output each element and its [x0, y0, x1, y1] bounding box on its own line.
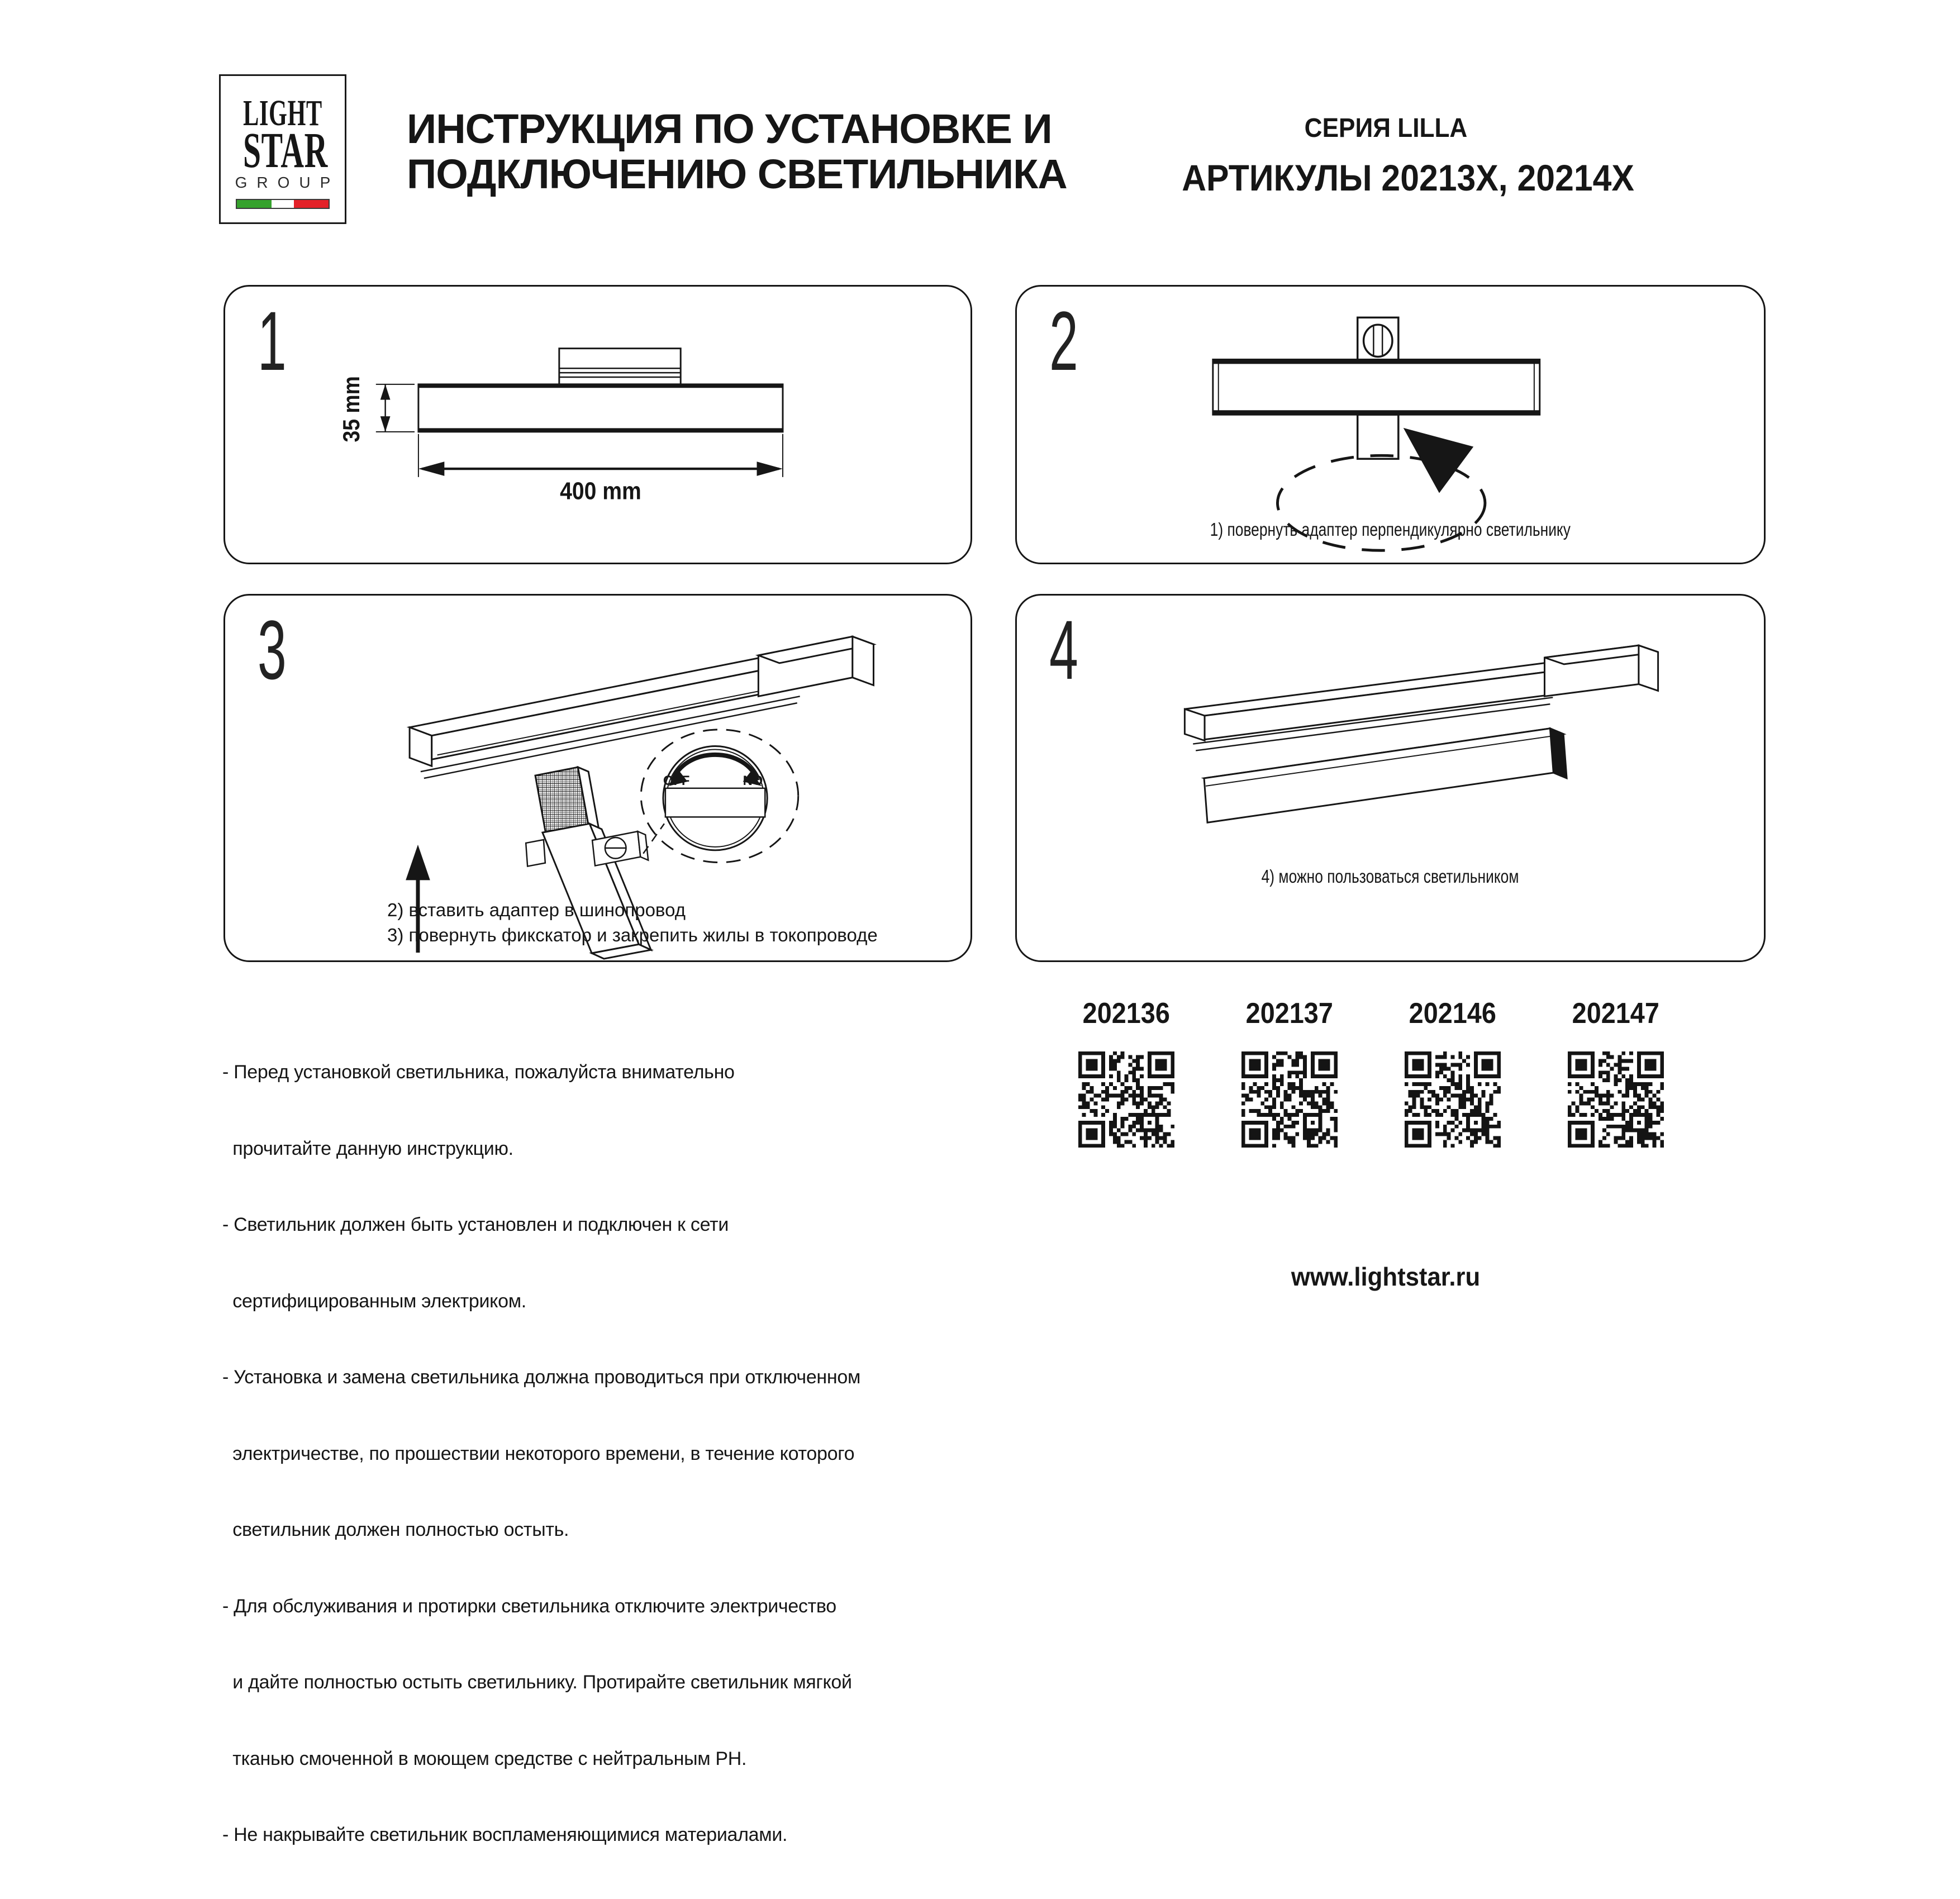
qr-code-image: [1234, 1044, 1345, 1155]
track-rail: [1184, 645, 1658, 750]
flag-red-stripe: [294, 200, 329, 208]
lightstar-logo: [219, 74, 346, 224]
step-panel-4: [1015, 594, 1766, 962]
warnings-list: [222, 1009, 860, 1899]
step-panel-3: [223, 594, 972, 962]
product-code: 202146: [1409, 997, 1497, 1030]
warning-line: - Установка и замена светильника должна проводиться при отключенном: [222, 1367, 861, 1388]
warning-line: - Светильник должен быть установлен и подключен к сети: [222, 1214, 729, 1235]
product-qr-row: [1059, 998, 1683, 1155]
dim-width-label: 400 mm: [560, 477, 641, 505]
series-label: СЕРИЯ LILLA: [1304, 113, 1467, 143]
articles-label: АРТИКУЛЫ 20213X, 20214X: [1182, 157, 1634, 198]
knob-on-label: NO: [743, 773, 763, 788]
warning-line: светильник должен полностью остыть.: [222, 1519, 569, 1540]
step-3-caption-line2: 3) повернуть фикскатор и закрепить жилы в токопроводе: [387, 925, 878, 945]
website-url: www.lightstar.ru: [1291, 1262, 1481, 1291]
warning-line: - Не накрывайте светильник воспламеняющимися материалами.: [222, 1824, 788, 1845]
adapter-stem: [1358, 415, 1398, 459]
step-3-captions: [387, 897, 878, 948]
warning-line: сертифицированным электриком.: [222, 1290, 526, 1312]
product-202137: [1222, 998, 1357, 1155]
product-code: 202137: [1245, 997, 1334, 1030]
step-number-1: 1: [258, 294, 287, 388]
italy-flag-icon: [236, 199, 330, 209]
step-4-caption: 4) можно пользоваться светильником: [1262, 866, 1519, 887]
qr-code-image: [1560, 1044, 1672, 1155]
fixture-dimension-drawing: [225, 287, 971, 563]
assembled-fixture-drawing: [1017, 596, 1764, 960]
product-202146: [1386, 998, 1520, 1155]
fixture-body-side-view: [418, 384, 783, 432]
product-202136: [1059, 998, 1193, 1155]
product-202147: [1549, 998, 1683, 1155]
adapter-hatched: [535, 767, 588, 834]
product-code: 202136: [1082, 997, 1171, 1030]
page-title-line2: ПОДКЛЮЧЕНИЮ СВЕТИЛЬНИКА: [407, 151, 1067, 197]
track-rail: [410, 636, 873, 778]
step-number-3: 3: [258, 603, 287, 697]
step-panel-2: [1015, 285, 1766, 564]
logo-word-light: LIGHT: [243, 93, 322, 134]
knob-off-label: OFF: [663, 773, 690, 788]
step-3-caption-line1: 2) вставить адаптер в шинопровод: [387, 899, 686, 920]
step-number-2: 2: [1049, 294, 1078, 388]
product-code: 202147: [1572, 997, 1660, 1030]
lock-knob-detail: [641, 730, 798, 863]
warning-line: - Перед установкой светильника, пожалуйста внимательно: [222, 1062, 735, 1083]
warning-line: электричестве, по прошествии некоторого времени, в течение которого: [222, 1443, 855, 1464]
warning-line: прочитайте данную инструкцию.: [222, 1138, 513, 1159]
dimension-400mm: [418, 434, 783, 477]
logo-word-star: STAR: [242, 123, 328, 178]
rotation-arrow-icon: [1404, 428, 1473, 493]
page-title-line1: ИНСТРУКЦИЯ ПО УСТАНОВКЕ И: [407, 106, 1052, 152]
logo-word-group: GROUP: [235, 174, 340, 191]
page-title: [407, 106, 1067, 197]
flag-green-stripe: [237, 200, 272, 208]
step-panel-1: [223, 285, 972, 564]
fixture-top-view: [1213, 359, 1540, 415]
step-number-4: 4: [1049, 603, 1078, 697]
adapter-top-view: [1358, 317, 1398, 360]
flag-white-stripe: [272, 200, 293, 208]
step-2-caption: 1) повернуть адаптер перпендикулярно светильнику: [1210, 519, 1571, 540]
warning-line: и дайте полностью остыть светильнику. Протирайте светильник мягкой: [222, 1672, 852, 1693]
dim-height-label: 35 mm: [339, 376, 365, 442]
qr-code-image: [1397, 1044, 1509, 1155]
warning-line: - Для обслуживания и протирки светильника отключите электричество: [222, 1595, 836, 1617]
qr-code-image: [1071, 1044, 1182, 1155]
dimension-35mm: [376, 384, 415, 432]
warning-line: тканью смоченной в моющем средстве с нейтральным PH.: [222, 1748, 747, 1769]
